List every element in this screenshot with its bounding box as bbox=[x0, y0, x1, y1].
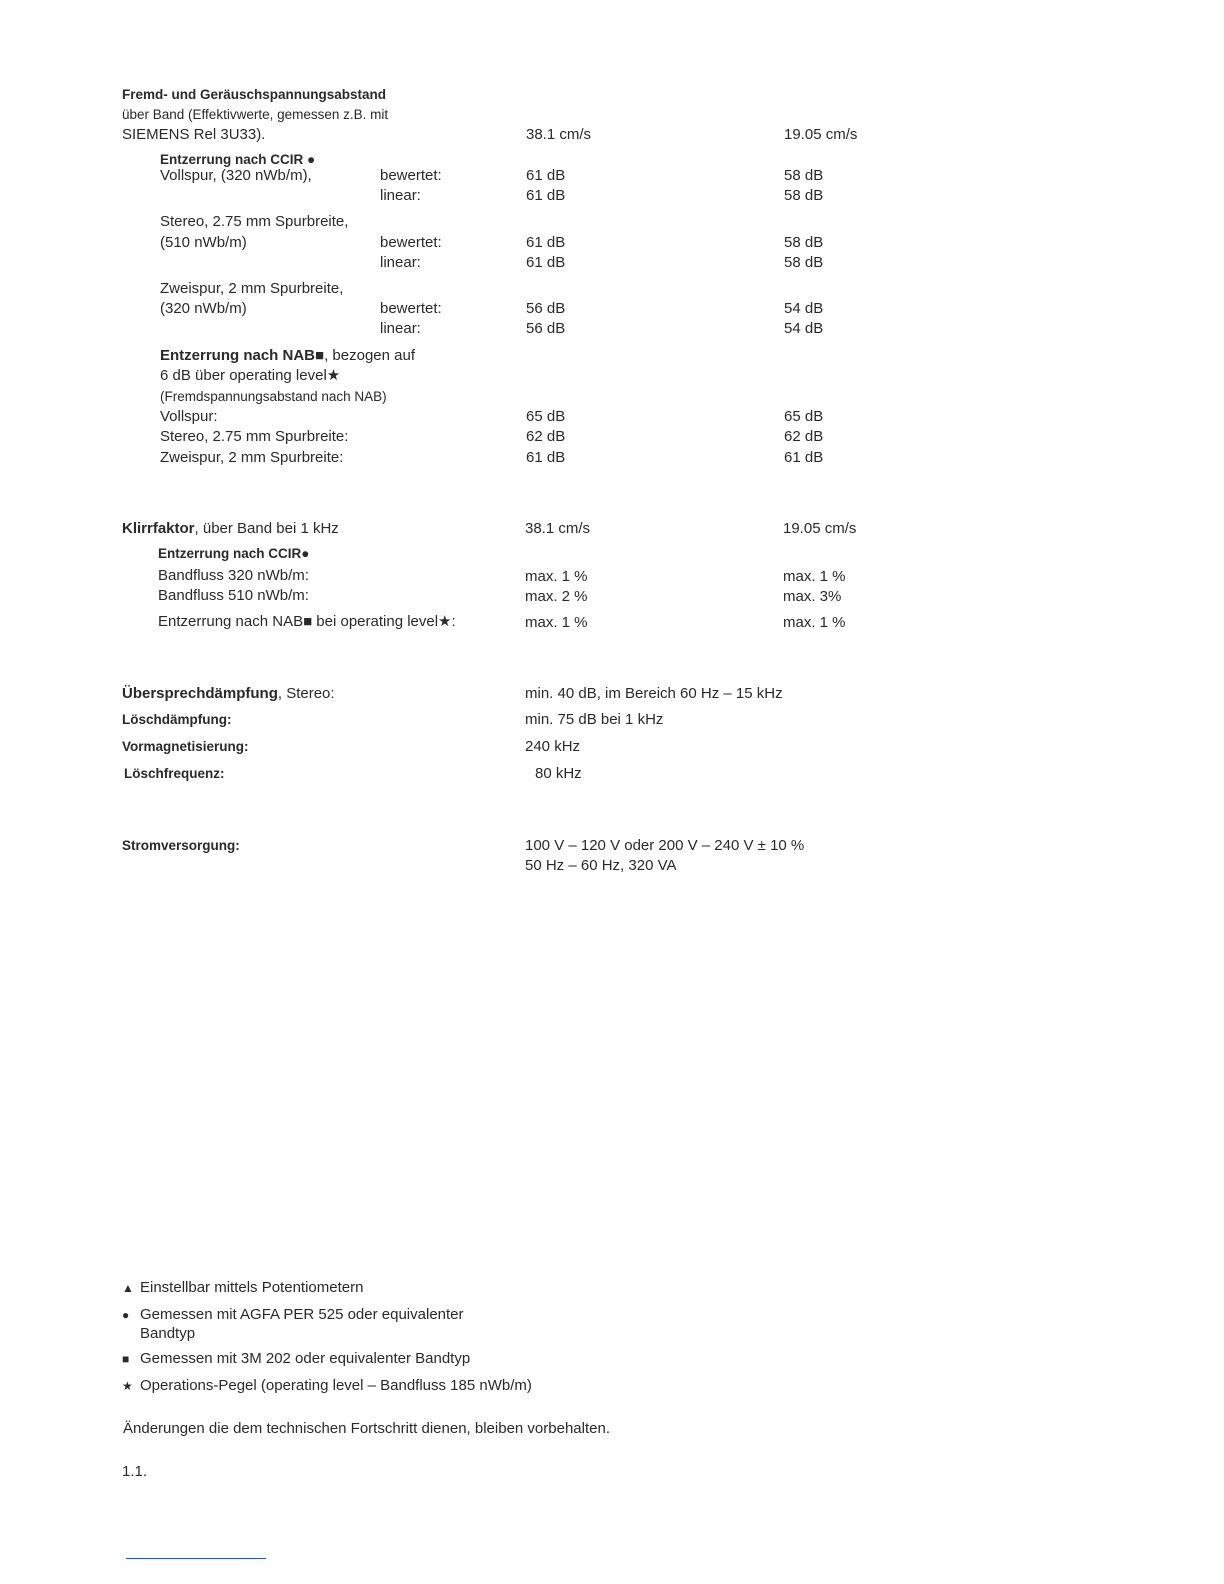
nab-row-value-38: 62 dB bbox=[526, 428, 566, 445]
nab-row-value-19: 62 dB bbox=[784, 428, 824, 445]
power-frequency: 50 Hz – 60 Hz, 320 VA bbox=[525, 857, 677, 874]
spec-value: 80 kHz bbox=[535, 765, 582, 782]
zweispur-bewertet-38: 56 dB bbox=[526, 300, 566, 317]
ccir-heading: Entzerrung nach CCIR ● bbox=[160, 152, 316, 167]
triangle-icon: ▲ bbox=[122, 1281, 134, 1295]
nab-heading bbox=[160, 347, 415, 365]
linear-label: linear: bbox=[380, 320, 421, 337]
bottom-rule bbox=[126, 1558, 266, 1559]
nab-row-label: Stereo, 2.75 mm Spurbreite: bbox=[160, 428, 349, 445]
stereo-linear-19: 58 dB bbox=[784, 254, 824, 271]
nab-note: (Fremdspannungsabstand nach NAB) bbox=[160, 389, 387, 404]
vollspur-linear-38: 61 dB bbox=[526, 187, 566, 204]
spec-label: Vormagnetisierung: bbox=[122, 739, 249, 754]
spec-label bbox=[122, 685, 335, 703]
stereo-bewertet-38: 61 dB bbox=[526, 234, 566, 251]
vollspur-label: Vollspur, (320 nWb/m), bbox=[160, 167, 312, 184]
linear-label: linear: bbox=[380, 254, 421, 271]
nab-heading-bold: Entzerrung nach NAB■ bbox=[160, 347, 325, 364]
vollspur-bewertet-19: 58 dB bbox=[784, 167, 824, 184]
spec-value: min. 40 dB, im Bereich 60 Hz – 15 kHz bbox=[525, 685, 783, 702]
square-icon: ■ bbox=[122, 1352, 130, 1366]
nab-row-label: Vollspur: bbox=[160, 408, 218, 425]
distortion-speed-2: 19.05 cm/s bbox=[783, 520, 857, 537]
footnote bbox=[122, 1377, 532, 1395]
spec-label: Löschfrequenz: bbox=[124, 766, 225, 781]
noise-subtitle-2: SIEMENS Rel 3U33). bbox=[122, 126, 266, 143]
footnote bbox=[122, 1350, 470, 1368]
footnote-text: Gemessen mit 3M 202 oder equivalenter Bandtyp bbox=[140, 1350, 471, 1367]
distortion-speed-1: 38.1 cm/s bbox=[525, 520, 591, 537]
distortion-row-label: Entzerrung nach NAB■ bei operating level★: bbox=[158, 613, 456, 630]
footnote-text: Gemessen mit AGFA PER 525 oder equivalenter bbox=[140, 1306, 464, 1323]
zweispur-label: Zweispur, 2 mm Spurbreite, bbox=[160, 280, 344, 297]
footnote-text: Operations-Pegel (operating level – Bandfluss 185 nWb/m) bbox=[140, 1377, 532, 1394]
spec-value: 240 kHz bbox=[525, 738, 581, 755]
zweispur-flux: (320 nWb/m) bbox=[160, 300, 247, 317]
disclaimer: Änderungen die dem technischen Fortschritt dienen, bleiben vorbehalten. bbox=[123, 1420, 610, 1437]
bewertet-label: bewertet: bbox=[380, 167, 442, 184]
bewertet-label: bewertet: bbox=[380, 234, 442, 251]
nab-row-label: Zweispur, 2 mm Spurbreite: bbox=[160, 449, 344, 466]
power-voltage: 100 V – 120 V oder 200 V – 240 V ± 10 % bbox=[525, 837, 805, 854]
distortion-row-value-38: max. 1 % bbox=[525, 568, 588, 585]
noise-speed-2: 19.05 cm/s bbox=[784, 126, 858, 143]
noise-subtitle: über Band (Effektivwerte, gemessen z.B. mit bbox=[122, 107, 389, 122]
distortion-ccir-heading: Entzerrung nach CCIR● bbox=[158, 546, 310, 561]
bewertet-label: bewertet: bbox=[380, 300, 442, 317]
nab-row-value-38: 65 dB bbox=[526, 408, 566, 425]
spec-label: Löschdämpfung: bbox=[122, 712, 232, 727]
spec-label-rest: , Stereo: bbox=[277, 685, 335, 702]
spec-label-bold: Übersprechdämpfung bbox=[122, 685, 278, 702]
page-number: 1.1. bbox=[122, 1463, 148, 1480]
distortion-row-label: Bandfluss 320 nWb/m: bbox=[158, 567, 309, 584]
zweispur-linear-38: 56 dB bbox=[526, 320, 566, 337]
spec-value: min. 75 dB bei 1 kHz bbox=[525, 711, 664, 728]
footnote bbox=[122, 1279, 363, 1297]
distortion-row-value-19: max. 3% bbox=[783, 588, 842, 605]
distortion-row-value-38: max. 2 % bbox=[525, 588, 588, 605]
zweispur-bewertet-19: 54 dB bbox=[784, 300, 824, 317]
noise-speed-1: 38.1 cm/s bbox=[526, 126, 592, 143]
star-icon: ★ bbox=[122, 1379, 133, 1393]
distortion-row-value-19: max. 1 % bbox=[783, 614, 846, 631]
vollspur-bewertet-38: 61 dB bbox=[526, 167, 566, 184]
linear-label: linear: bbox=[380, 187, 421, 204]
distortion-row-value-19: max. 1 % bbox=[783, 568, 846, 585]
nab-row-value-19: 61 dB bbox=[784, 449, 824, 466]
stereo-linear-38: 61 dB bbox=[526, 254, 566, 271]
distortion-heading-bold: Klirrfaktor bbox=[122, 520, 195, 537]
distortion-heading bbox=[122, 520, 339, 538]
nab-row-value-38: 61 dB bbox=[526, 449, 566, 466]
noise-heading: Fremd- und Geräuschspannungsabstand bbox=[122, 87, 387, 102]
power-label: Stromversorgung: bbox=[122, 838, 240, 853]
nab-row-value-19: 65 dB bbox=[784, 408, 824, 425]
footnote-text-continuation: Bandtyp bbox=[140, 1325, 196, 1342]
distortion-row-value-38: max. 1 % bbox=[525, 614, 588, 631]
stereo-flux: (510 nWb/m) bbox=[160, 234, 247, 251]
footnote bbox=[122, 1306, 464, 1324]
stereo-bewertet-19: 58 dB bbox=[784, 234, 824, 251]
distortion-row-label: Bandfluss 510 nWb/m: bbox=[158, 587, 309, 604]
nab-reference: 6 dB über operating level★ bbox=[160, 367, 341, 384]
distortion-heading-rest: , über Band bei 1 kHz bbox=[194, 520, 339, 537]
vollspur-linear-19: 58 dB bbox=[784, 187, 824, 204]
nab-heading-rest: , bezogen auf bbox=[324, 347, 415, 364]
stereo-label: Stereo, 2.75 mm Spurbreite, bbox=[160, 213, 349, 230]
zweispur-linear-19: 54 dB bbox=[784, 320, 824, 337]
footnote-text: Einstellbar mittels Potentiometern bbox=[140, 1279, 364, 1296]
circle-icon: ● bbox=[122, 1308, 130, 1322]
